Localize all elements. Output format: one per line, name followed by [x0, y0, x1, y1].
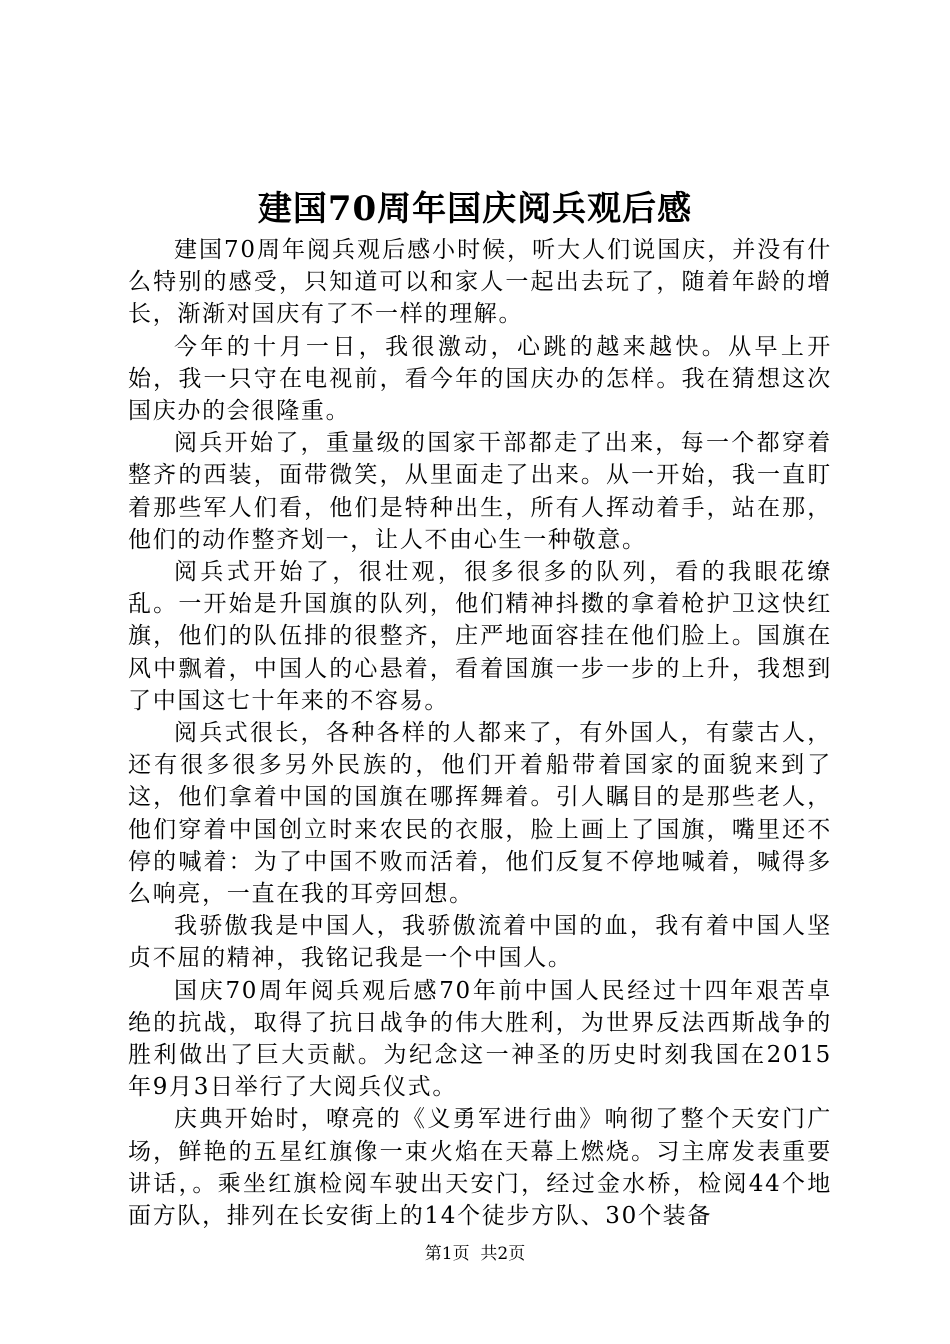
paragraph: 建国70周年阅兵观后感小时候，听大人们说国庆，并没有什么特别的感受，只知道可以和家人一起出去玩了，随着年龄的增长，渐渐对国庆有了不一样的理解。 [128, 237, 832, 328]
paragraph: 我骄傲我是中国人，我骄傲流着中国的血，我有着中国人坚贞不屈的精神，我铭记我是一个中国人。 [128, 913, 832, 972]
paragraph: 阅兵开始了，重量级的国家干部都走了出来，每一个都穿着整齐的西装，面带微笑，从里面走了出来。从一开始，我一直盯着那些军人们看，他们是特种出生，所有人挥动着手，站在那，他们的动作整齐划一，让人不由心生一种敬意。 [128, 430, 832, 553]
page-number: 第1页 [424, 1244, 470, 1264]
page-total: 共2页 [480, 1244, 526, 1264]
paragraph: 今年的十月一日，我很激动，心跳的越来越快。从早上开始，我一只守在电视前，看今年的国庆办的怎样。我在猜想这次国庆办的会很隆重。 [128, 333, 832, 425]
document-body [128, 234, 832, 1232]
paragraph: 国庆70周年阅兵观后感70年前中国人民经过十四年艰苦卓绝的抗战，取得了抗日战争的伟大胜利，为世界反法西斯战争的胜利做出了巨大贡献。为纪念这一神圣的历史时刻我国在2015年9月3日举行了大阅兵仪式。 [128, 977, 832, 1101]
paragraph: 阅兵式很长，各种各样的人都来了，有外国人，有蒙古人，还有很多很多另外民族的，他们开着船带着国家的面貌来到了这，他们拿着中国的国旗在哪挥舞着。引人瞩目的是那些老人，他们穿着中国创立时来农民的衣服，脸上画上了国旗，嘴里还不停的喊着：为了中国不败而活着，他们反复不停地喊着，喊得多么响亮，一直在我的耳旁回想。 [128, 720, 832, 908]
page-footer [0, 1242, 950, 1266]
paragraph: 阅兵式开始了，很壮观，很多很多的队列，看的我眼花缭乱。一开始是升国旗的队列，他们精神抖擞的拿着枪护卫这快红旗，他们的队伍排的很整齐，庄严地面容挂在他们脸上。国旗在风中飘着，中国人的心悬着，看着国旗一步一步的上升，我想到了中国这七十年来的不容易。 [128, 559, 832, 714]
paragraph: 庆典开始时，嘹亮的《义勇军进行曲》响彻了整个天安门广场，鲜艳的五星红旗像一束火焰在天幕上燃烧。习主席发表重要讲话，。乘坐红旗检阅车驶出天安门，经过金水桥，检阅44个地面方队，排列在长安街上的14个徒步方队、30个装备 [128, 1106, 832, 1230]
document-title: 建国70周年国庆阅兵观后感 [257, 189, 693, 229]
